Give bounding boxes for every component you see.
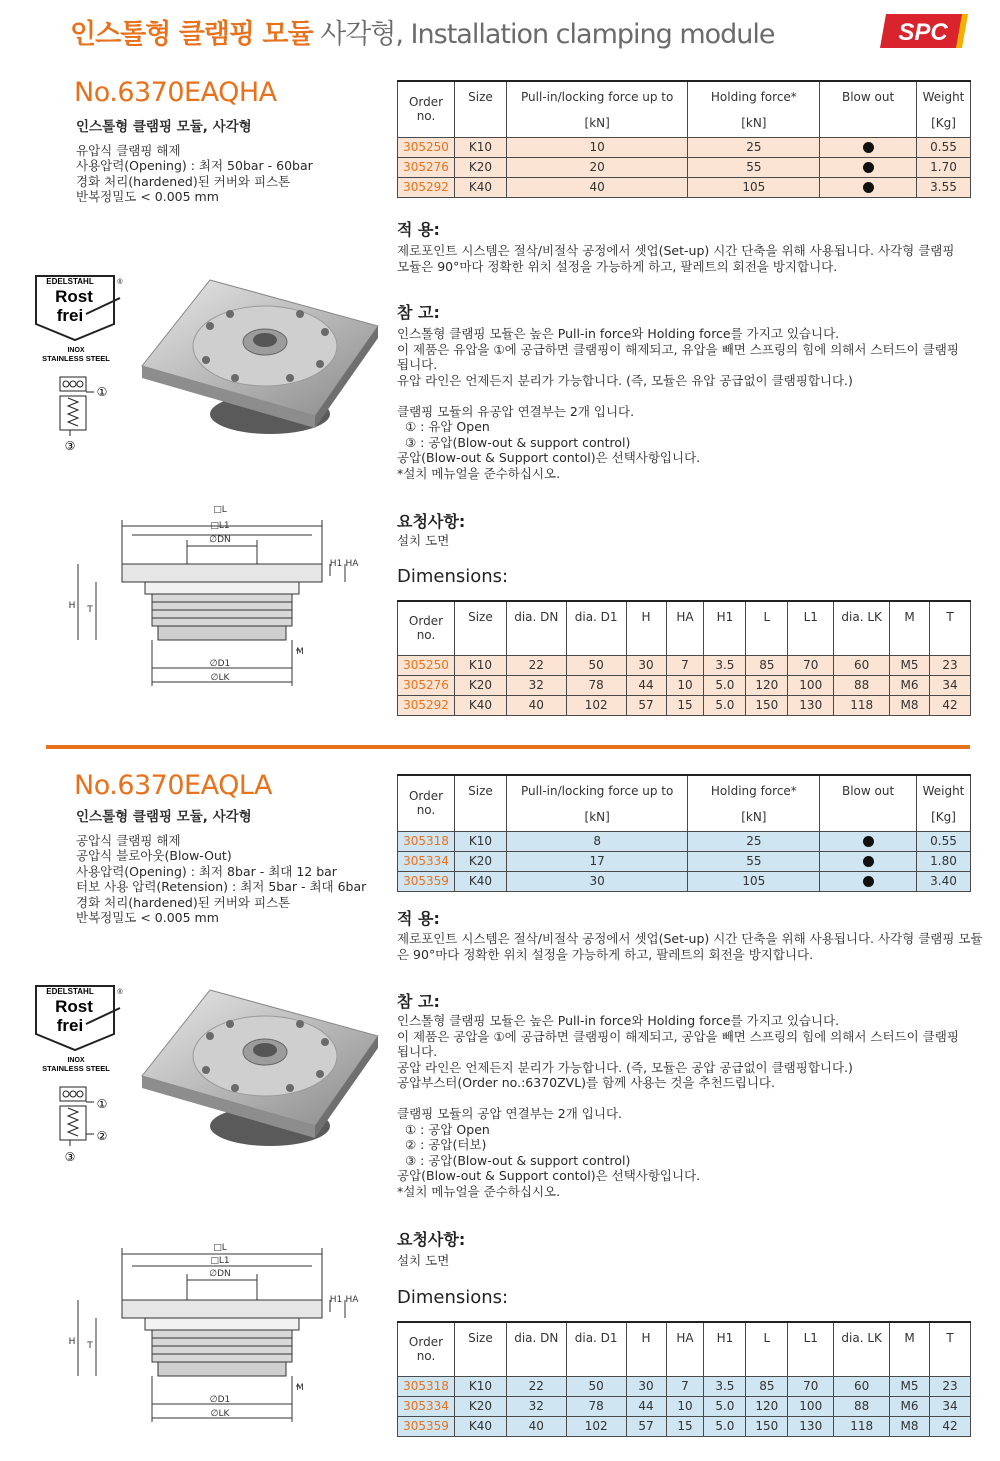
table-cell: K40 bbox=[454, 695, 506, 715]
table-cell: 44 bbox=[626, 1396, 666, 1416]
col-header: Pull-in/locking force up to bbox=[506, 775, 688, 803]
table-row bbox=[398, 831, 971, 851]
col-header: M bbox=[890, 601, 930, 655]
product-number: No.6370EAQLA bbox=[74, 770, 272, 801]
order-number-cell: 305292 bbox=[398, 695, 455, 715]
table-cell: K40 bbox=[454, 177, 506, 197]
port-3-label: ③ bbox=[64, 439, 76, 453]
dim-DN-label: ∅DN bbox=[209, 535, 231, 545]
table-cell: 5.0 bbox=[704, 1416, 746, 1436]
table-cell: K20 bbox=[454, 1396, 506, 1416]
unit-cell: [Kg] bbox=[916, 803, 970, 831]
col-header: Size bbox=[454, 775, 506, 831]
text-line: 공압(Blow-out & Support contol)은 선택사항입니다. bbox=[397, 450, 701, 465]
table-cell: 5.0 bbox=[704, 1396, 746, 1416]
logo-text: SPC bbox=[898, 19, 948, 46]
text-line: 이 제품은 유압을 ①에 공급하면 클램핑이 해제되고, 유압을 빼면 스프링의 힘에 의해서 스터드이 클램핑 bbox=[397, 341, 959, 357]
text-line: 클램핑 모듈의 공압 연결부는 2개 입니다. bbox=[397, 1106, 622, 1121]
table-cell: 150 bbox=[746, 1416, 788, 1436]
rostfrei-badge bbox=[30, 982, 126, 1072]
table-row bbox=[398, 157, 971, 177]
col-header: dia. D1 bbox=[566, 601, 626, 655]
order-number-cell: 305276 bbox=[398, 675, 455, 695]
table-cell: 5.0 bbox=[704, 695, 746, 715]
dim-T-label: T bbox=[87, 605, 93, 615]
table-cell: 105 bbox=[688, 871, 820, 891]
table-cell: 7 bbox=[666, 655, 704, 675]
table-cell: M5 bbox=[890, 655, 930, 675]
col-header: dia. DN bbox=[506, 1322, 566, 1376]
table-cell: 23 bbox=[930, 1376, 971, 1396]
text-line: 은 90°마다 정확한 위치 설정을 가능하게 하고, 팔레트의 회전을 방지합니다. bbox=[397, 946, 814, 962]
text-line: 됩니다. bbox=[397, 1044, 438, 1059]
table-cell: 7 bbox=[666, 1376, 704, 1396]
col-header: Blow out bbox=[820, 81, 917, 137]
table-cell: 60 bbox=[834, 1376, 890, 1396]
unit-cell: [kN] bbox=[506, 803, 688, 831]
table-cell: 78 bbox=[566, 1396, 626, 1416]
col-header: Size bbox=[454, 1322, 506, 1376]
table-cell: K20 bbox=[454, 675, 506, 695]
table-cell: 5.0 bbox=[704, 675, 746, 695]
spec-subtitle: 인스톨형 클램핑 모듈, 사각형 bbox=[76, 809, 252, 825]
table-cell: 30 bbox=[626, 655, 666, 675]
table-cell: 15 bbox=[666, 695, 704, 715]
text-line: 유압 라인은 언제든지 분리가 가능합니다. (즉, 모듈은 유압 공급없이 클램핑합니다.) bbox=[397, 372, 853, 388]
spec-subtitle: 인스톨형 클램핑 모듈, 사각형 bbox=[76, 119, 252, 135]
dim-M-label: M bbox=[296, 647, 304, 657]
col-header: Holding force* bbox=[688, 81, 820, 109]
table-cell: 120 bbox=[746, 1396, 788, 1416]
order-number-cell: 305334 bbox=[398, 851, 455, 871]
table-cell: 34 bbox=[930, 1396, 971, 1416]
dimensions-heading: Dimensions: bbox=[397, 1287, 509, 1308]
table-cell: 102 bbox=[566, 695, 626, 715]
svg-text:®: ® bbox=[117, 989, 123, 996]
table-cell: 85 bbox=[746, 655, 788, 675]
text-line: ③ : 공압(Blow-out & support control) bbox=[397, 434, 631, 450]
spec-line: 경화 처리(hardened)된 커버와 피스톤 bbox=[76, 173, 291, 189]
table-cell: 100 bbox=[788, 675, 834, 695]
svg-text:®: ® bbox=[117, 279, 123, 286]
dim-H1-label: H1 bbox=[329, 1295, 343, 1305]
text-line: *설치 메뉴얼을 준수하십시오. bbox=[397, 1183, 561, 1199]
col-header: L1 bbox=[788, 1322, 834, 1376]
col-header: Weight bbox=[916, 81, 970, 109]
table-cell: 3.5 bbox=[704, 655, 746, 675]
table-cell: 34 bbox=[930, 675, 971, 695]
product-photo bbox=[140, 266, 380, 446]
spec-line: 공압식 블로아웃(Blow-Out) bbox=[76, 848, 232, 863]
col-header: dia. LK bbox=[834, 601, 890, 655]
table-cell: K20 bbox=[454, 157, 506, 177]
dim-D1-label: ∅D1 bbox=[209, 659, 231, 669]
note-text bbox=[397, 1013, 959, 1199]
table-cell bbox=[820, 851, 917, 871]
table-cell: 23 bbox=[930, 655, 971, 675]
col-header: T bbox=[930, 1322, 971, 1376]
spec-line: 반복정밀도 < 0.005 mm bbox=[76, 189, 219, 204]
page-title bbox=[70, 12, 775, 51]
rostfrei-badge bbox=[30, 272, 126, 362]
request-heading: 요청사항: bbox=[397, 1230, 466, 1249]
blow-out-dot-icon bbox=[863, 856, 874, 867]
blow-out-dot-icon bbox=[863, 142, 874, 153]
table-cell: 0.55 bbox=[916, 137, 970, 157]
table-cell: K40 bbox=[454, 871, 506, 891]
table-cell bbox=[820, 137, 917, 157]
order-number-cell: 305276 bbox=[398, 157, 455, 177]
note-heading: 참 고: bbox=[397, 303, 440, 322]
dim-T-label: T bbox=[87, 1341, 93, 1351]
blow-out-dot-icon bbox=[863, 836, 874, 847]
col-header: Order no. bbox=[398, 601, 455, 655]
dimensions-heading: Dimensions: bbox=[397, 566, 509, 587]
col-header: HA bbox=[666, 1322, 704, 1376]
order-number-cell: 305292 bbox=[398, 177, 455, 197]
dim-L-label: □L bbox=[213, 1243, 227, 1253]
blow-out-dot-icon bbox=[863, 876, 874, 887]
text-line: *설치 메뉴얼을 준수하십시오. bbox=[397, 465, 561, 481]
table-cell: 10 bbox=[666, 1396, 704, 1416]
table-cell: 120 bbox=[746, 675, 788, 695]
table-row bbox=[398, 1396, 971, 1416]
unit-cell: [kN] bbox=[688, 109, 820, 137]
dim-L1-label: □L1 bbox=[210, 521, 230, 531]
order-number-cell: 305318 bbox=[398, 1376, 455, 1396]
dim-H-label: H bbox=[68, 601, 76, 611]
dim-DN-label: ∅DN bbox=[209, 1269, 231, 1279]
order-number-cell: 305250 bbox=[398, 655, 455, 675]
application-heading: 적 용: bbox=[397, 220, 440, 239]
spc-logo bbox=[880, 10, 968, 52]
note-heading: 참 고: bbox=[397, 992, 440, 1011]
order-number-cell: 305250 bbox=[398, 137, 455, 157]
table-cell: M8 bbox=[890, 1416, 930, 1436]
col-header: dia. DN bbox=[506, 601, 566, 655]
table-cell: 105 bbox=[688, 177, 820, 197]
table-cell: M5 bbox=[890, 1376, 930, 1396]
table-cell: 85 bbox=[746, 1376, 788, 1396]
table-cell: 32 bbox=[506, 675, 566, 695]
dim-H1-label: H1 bbox=[329, 559, 343, 569]
table-cell: 60 bbox=[834, 655, 890, 675]
order-number-cell: 305334 bbox=[398, 1396, 455, 1416]
table-cell bbox=[820, 831, 917, 851]
spec-line: 사용압력(Opening) : 최저 50bar - 60bar bbox=[76, 158, 313, 173]
dim-L1-label: □L1 bbox=[210, 1256, 230, 1266]
table-cell: 8 bbox=[506, 831, 688, 851]
table-cell: 30 bbox=[626, 1376, 666, 1396]
port-1-label: ① bbox=[96, 385, 108, 399]
force-table bbox=[397, 774, 971, 892]
svg-text:Rost: Rost bbox=[55, 997, 93, 1016]
text-line bbox=[397, 388, 959, 404]
table-cell: 130 bbox=[788, 1416, 834, 1436]
order-number-cell: 305318 bbox=[398, 831, 455, 851]
table-cell: 88 bbox=[834, 675, 890, 695]
col-header: Blow out bbox=[820, 775, 917, 831]
table-cell: 30 bbox=[506, 871, 688, 891]
col-header: T bbox=[930, 601, 971, 655]
table-cell: K20 bbox=[454, 851, 506, 871]
col-header: dia. D1 bbox=[566, 1322, 626, 1376]
table-cell bbox=[820, 871, 917, 891]
table-cell: M8 bbox=[890, 695, 930, 715]
col-header: H bbox=[626, 601, 666, 655]
col-header: Order no. bbox=[398, 775, 455, 831]
technical-drawing bbox=[60, 1236, 360, 1431]
table-cell: 102 bbox=[566, 1416, 626, 1436]
table-cell: 40 bbox=[506, 177, 688, 197]
dim-L-label: □L bbox=[213, 505, 227, 515]
dim-D1-label: ∅D1 bbox=[209, 1395, 231, 1405]
dim-M-label: M bbox=[296, 1383, 304, 1393]
unit-cell: [kN] bbox=[688, 803, 820, 831]
text-line: 인스톨형 클램핑 모듈은 높은 Pull-in force와 Holding force를 가지고 있습니다. bbox=[397, 326, 840, 341]
table-cell: M6 bbox=[890, 1396, 930, 1416]
table-cell: 0.55 bbox=[916, 831, 970, 851]
table-row bbox=[398, 177, 971, 197]
col-header: Pull-in/locking force up to bbox=[506, 81, 688, 109]
col-header: HA bbox=[666, 601, 704, 655]
table-cell: 10 bbox=[666, 675, 704, 695]
text-line: ① : 유압 Open bbox=[397, 419, 490, 434]
table-cell: 17 bbox=[506, 851, 688, 871]
table-cell: 10 bbox=[506, 137, 688, 157]
table-cell bbox=[820, 177, 917, 197]
spec-line: 유압식 클램핑 해제 bbox=[76, 142, 181, 158]
dim-HA-label: HA bbox=[345, 1295, 359, 1305]
table-cell: 20 bbox=[506, 157, 688, 177]
table-cell: K10 bbox=[454, 655, 506, 675]
col-header: L1 bbox=[788, 601, 834, 655]
col-header: H1 bbox=[704, 601, 746, 655]
table-cell: 118 bbox=[834, 1416, 890, 1436]
text-line: ② : 공압(터보) bbox=[397, 1137, 487, 1152]
col-header: dia. LK bbox=[834, 1322, 890, 1376]
col-header: L bbox=[746, 601, 788, 655]
table-cell: 70 bbox=[788, 1376, 834, 1396]
application-heading: 적 용: bbox=[397, 909, 440, 928]
table-cell: 150 bbox=[746, 695, 788, 715]
col-header: Holding force* bbox=[688, 775, 820, 803]
text-line: 공압(Blow-out & Support contol)은 선택사항입니다. bbox=[397, 1168, 701, 1183]
blow-out-dot-icon bbox=[863, 162, 874, 173]
text-line: 인스톨형 클램핑 모듈은 높은 Pull-in force와 Holding force를 가지고 있습니다. bbox=[397, 1013, 840, 1028]
table-cell: M6 bbox=[890, 675, 930, 695]
dim-LK-label: ∅LK bbox=[210, 1409, 230, 1419]
col-header: Order no. bbox=[398, 81, 455, 137]
table-cell: 118 bbox=[834, 695, 890, 715]
table-cell: 100 bbox=[788, 1396, 834, 1416]
svg-text:INOX: INOX bbox=[67, 347, 85, 354]
table-cell bbox=[820, 157, 917, 177]
table-cell: 130 bbox=[788, 695, 834, 715]
table-row bbox=[398, 851, 971, 871]
table-row bbox=[398, 655, 971, 675]
svg-text:EDELSTAHL: EDELSTAHL bbox=[46, 987, 94, 996]
svg-text:INOX: INOX bbox=[67, 1057, 85, 1064]
spec-line: 공압식 클램핑 해제 bbox=[76, 832, 181, 848]
spec-block bbox=[76, 120, 313, 205]
svg-text:frei: frei bbox=[56, 1016, 84, 1035]
dim-HA-label: HA bbox=[345, 559, 359, 569]
col-header: Size bbox=[454, 601, 506, 655]
table-cell: 55 bbox=[688, 851, 820, 871]
unit-cell: [Kg] bbox=[916, 109, 970, 137]
text-line: 모듈은 90°마다 정확한 위치 설정을 가능하게 하고, 팔레트의 회전을 방지합니다. bbox=[397, 258, 838, 274]
text-line: 제로포인트 시스템은 절삭/비절삭 공정에서 셋업(Set-up) 시간 단축을 위해 사용됩니다. 사각형 클램핑 bbox=[397, 243, 955, 258]
table-cell: 50 bbox=[566, 655, 626, 675]
table-row bbox=[398, 1416, 971, 1436]
spec-line: 사용압력(Opening) : 최저 8bar - 최대 12 bar bbox=[76, 863, 337, 879]
page-title-main: 인스톨형 클램핑 모듈 bbox=[70, 19, 313, 50]
table-cell: 15 bbox=[666, 1416, 704, 1436]
table-cell: 88 bbox=[834, 1396, 890, 1416]
col-header: M bbox=[890, 1322, 930, 1376]
table-cell: K10 bbox=[454, 1376, 506, 1396]
page-title-sub: 사각형, Installation clamping module bbox=[320, 19, 775, 50]
table-cell: 42 bbox=[930, 695, 971, 715]
unit-cell: [kN] bbox=[506, 109, 688, 137]
request-heading: 요청사항: bbox=[397, 512, 466, 531]
force-table bbox=[397, 80, 971, 198]
svg-text:EDELSTAHL: EDELSTAHL bbox=[46, 277, 94, 286]
table-cell: 3.5 bbox=[704, 1376, 746, 1396]
table-cell: 57 bbox=[626, 695, 666, 715]
table-row bbox=[398, 675, 971, 695]
svg-text:STAINLESS STEEL: STAINLESS STEEL bbox=[42, 1064, 110, 1072]
spec-line: 터보 사용 압력(Retension) : 최저 5bar - 최대 6bar bbox=[76, 879, 367, 894]
table-cell: 70 bbox=[788, 655, 834, 675]
note-text bbox=[397, 326, 959, 481]
dimensions-table bbox=[397, 600, 971, 716]
dim-H-label: H bbox=[68, 1337, 76, 1347]
request-text: 설치 도면 bbox=[397, 1253, 450, 1268]
spec-line: 경화 처리(hardened)된 커버와 피스톤 bbox=[76, 894, 291, 910]
text-line: 클램핑 모듈의 유공압 연결부는 2개 입니다. bbox=[397, 403, 635, 419]
dim-LK-label: ∅LK bbox=[210, 673, 230, 683]
table-cell: 78 bbox=[566, 675, 626, 695]
col-header: Order no. bbox=[398, 1322, 455, 1376]
table-cell: 50 bbox=[566, 1376, 626, 1396]
table-cell: K10 bbox=[454, 831, 506, 851]
port-3-label: ③ bbox=[64, 1150, 76, 1164]
text-line: 이 제품은 공압을 ①에 공급하면 클램핑이 해제되고, 공압을 빼면 스프링의 힘에 의해서 스터드이 클램핑 bbox=[397, 1028, 959, 1044]
text-line: 공압 라인은 언제든지 분리가 가능합니다. (즉, 모듈은 공압 공급없이 클램핑합니다.) bbox=[397, 1059, 853, 1075]
col-header: Size bbox=[454, 81, 506, 137]
text-line: ③ : 공압(Blow-out & support control) bbox=[397, 1152, 631, 1168]
spec-line: 반복정밀도 < 0.005 mm bbox=[76, 910, 219, 925]
col-header: H1 bbox=[704, 1322, 746, 1376]
table-cell: 22 bbox=[506, 655, 566, 675]
table-row bbox=[398, 1376, 971, 1396]
order-number-cell: 305359 bbox=[398, 871, 455, 891]
table-cell: 40 bbox=[506, 1416, 566, 1436]
table-cell: 1.80 bbox=[916, 851, 970, 871]
col-header: L bbox=[746, 1322, 788, 1376]
order-number-cell: 305359 bbox=[398, 1416, 455, 1436]
text-line: ① : 공압 Open bbox=[397, 1121, 490, 1137]
table-cell: 32 bbox=[506, 1396, 566, 1416]
text-line: 제로포인트 시스템은 절삭/비절삭 공정에서 셋업(Set-up) 시간 단축을 위해 사용됩니다. 사각형 클램핑 모듈 bbox=[397, 931, 983, 946]
table-cell: 25 bbox=[688, 831, 820, 851]
hydraulic-circuit-symbol bbox=[58, 374, 116, 454]
table-cell: 57 bbox=[626, 1416, 666, 1436]
svg-text:frei: frei bbox=[56, 306, 84, 325]
table-cell: K10 bbox=[454, 137, 506, 157]
table-cell: K40 bbox=[454, 1416, 506, 1436]
text-line: 됩니다. bbox=[397, 357, 438, 372]
svg-text:STAINLESS STEEL: STAINLESS STEEL bbox=[42, 354, 110, 362]
product-photo bbox=[140, 976, 380, 1156]
product-number: No.6370EAQHA bbox=[74, 77, 277, 108]
table-cell: 44 bbox=[626, 675, 666, 695]
table-cell: 40 bbox=[506, 695, 566, 715]
table-cell: 55 bbox=[688, 157, 820, 177]
application-text bbox=[397, 931, 983, 962]
section-divider bbox=[46, 745, 970, 749]
table-cell: 3.55 bbox=[916, 177, 970, 197]
pneumatic-circuit-symbol bbox=[58, 1084, 116, 1164]
table-row bbox=[398, 871, 971, 891]
col-header: Weight bbox=[916, 775, 970, 803]
col-header: H bbox=[626, 1322, 666, 1376]
port-1-label: ① bbox=[96, 1097, 108, 1111]
technical-drawing bbox=[60, 500, 360, 695]
port-2-label: ② bbox=[96, 1129, 108, 1143]
table-row bbox=[398, 137, 971, 157]
table-cell: 3.40 bbox=[916, 871, 970, 891]
table-cell: 1.70 bbox=[916, 157, 970, 177]
svg-text:Rost: Rost bbox=[55, 287, 93, 306]
text-line bbox=[397, 1091, 959, 1107]
spec-block bbox=[76, 810, 366, 926]
text-line: 공압부스터(Order no.:6370ZVL)를 함께 사용는 것을 추천드립니다. bbox=[397, 1075, 775, 1090]
table-cell: 25 bbox=[688, 137, 820, 157]
request-text: 설치 도면 bbox=[397, 533, 450, 548]
table-row bbox=[398, 695, 971, 715]
application-text bbox=[397, 243, 954, 274]
table-cell: 42 bbox=[930, 1416, 971, 1436]
table-cell: 22 bbox=[506, 1376, 566, 1396]
blow-out-dot-icon bbox=[863, 182, 874, 193]
dimensions-table bbox=[397, 1321, 971, 1437]
